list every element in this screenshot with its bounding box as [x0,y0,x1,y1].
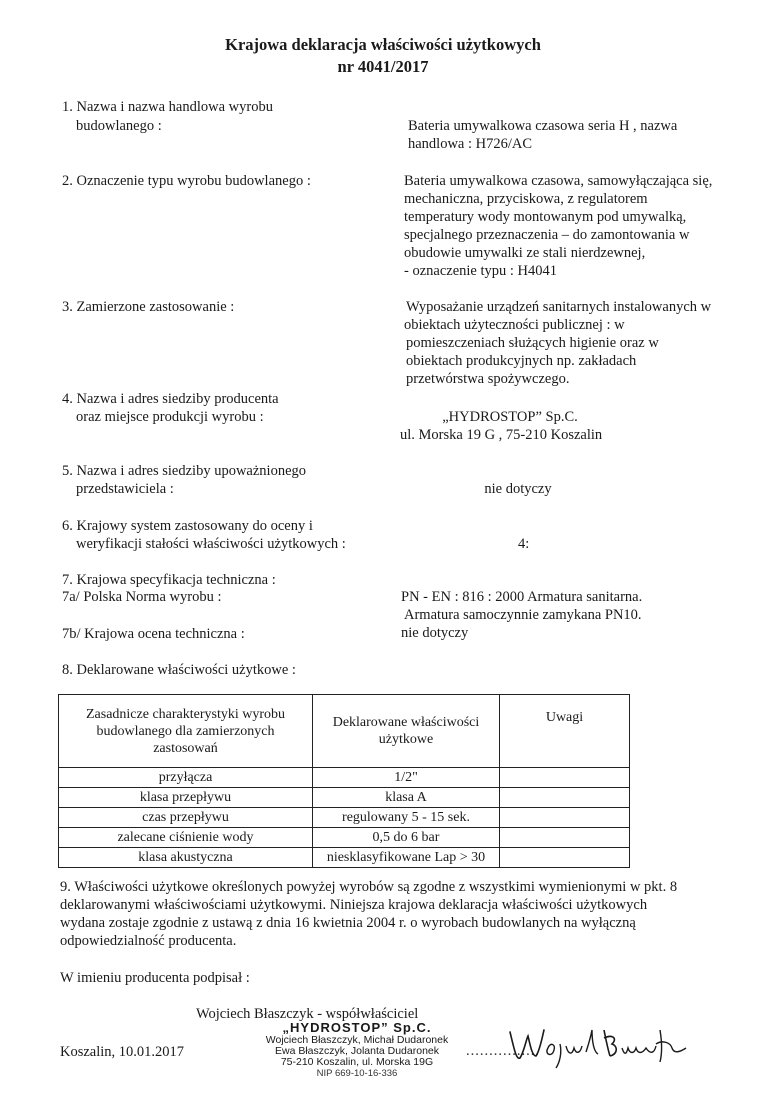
handwritten-signature [500,1018,700,1070]
s2-value-line: specjalnego przeznaczenia – do zamontowania w [404,227,690,243]
row-characteristic: przyłącza [59,768,313,788]
table-row [59,808,630,828]
company-stamp [262,1021,452,1079]
row-characteristic: czas przepływu [59,808,313,828]
signed-by-label: W imieniu producenta podpisał : [60,970,250,986]
s3-value-line: Wyposażanie urządzeń sanitarnych instalowanych w [406,299,712,315]
row-value: niesklasyfikowane Lap > 30 [313,848,500,868]
stamp-line: Wojciech Błaszczyk, Michał Dudaronek [265,1034,449,1046]
s2-value-line: Bateria umywalkowa czasowa, samowyłączająca się, [404,173,713,189]
header-col1-line2: budowlanego dla zamierzonych [96,723,275,739]
s2-label: 2. Oznaczenie typu wyrobu budowlanego : [62,173,311,189]
place-date: Koszalin, 10.01.2017 [60,1044,185,1060]
s1-value-line2: handlowa : H726/AC [408,136,533,152]
s9-line: 9. Właściwości użytkowe określonych powyżej wyrobów są zgodne z wszystkimi wymienionymi w pkt. 8 [60,879,678,895]
row-note [500,848,630,868]
signature-dots: ................ [466,1043,540,1059]
s1-label-line2: budowlanego : [76,118,162,134]
stamp-line: 75-210 Koszalin, ul. Morska 19G [280,1056,434,1068]
row-value: 1/2" [313,768,500,788]
s2-value-line: temperatury wody montowanym pod umywalką, [404,209,687,225]
s3-label: 3. Zamierzone zastosowanie : [62,299,235,315]
table-header-row [59,695,630,768]
s2-value-line: - oznaczenie typu : H4041 [404,263,558,279]
header-col1-line3: zastosowań [153,740,218,756]
s5-value: nie dotyczy [484,481,552,497]
row-note [500,788,630,808]
s3-value-line: obiektach produkcyjnych np. zakładach [406,353,637,369]
table-row [59,828,630,848]
stamp-nip: NIP 669-10-16-336 [316,1068,398,1079]
document-title: Krajowa deklaracja właściwości użytkowych [225,35,541,54]
header-notes: Uwagi [500,695,630,768]
row-note [500,768,630,788]
s3-value-line: obiektach użyteczności publicznej : w [404,317,625,333]
s6-label-line1: 6. Krajowy system zastosowany do oceny i [62,518,313,534]
header-declared-properties [313,695,500,768]
s2-value-line: obudowie umywalki ze stali nierdzewnej, [404,245,646,261]
stamp-brand: „HYDROSTOP” Sp.C. [282,1020,432,1035]
s1-label-line1: 1. Nazwa i nazwa handlowa wyrobu [62,99,273,115]
row-characteristic: zalecane ciśnienie wody [59,828,313,848]
s7b-value: nie dotyczy [401,625,469,641]
header-col2-line2: użytkowe [378,732,434,747]
stamp-line: Ewa Błaszczyk, Jolanta Dudaronek [275,1045,439,1057]
s7a-label: 7a/ Polska Norma wyrobu : [62,589,222,605]
row-note [500,828,630,848]
s9-line: wydana zostaje zgodnie z ustawą z dnia 16 kwietnia 2004 r. o wyrobach budowlanych na wyłączną [60,915,636,931]
document-number: nr 4041/2017 [337,57,429,76]
header-characteristics [59,695,313,768]
s3-value-line: przetwórstwa spożywczego. [406,371,570,387]
s8-label: 8. Deklarowane właściwości użytkowe : [62,662,296,678]
s4-label-line2: oraz miejsce produkcji wyrobu : [76,409,264,425]
s9-line: deklarowanymi właściwościami użytkowymi. Niniejsza krajowa deklaracja właściwości użytkowych [60,897,648,913]
s7a-value-line1: PN - EN : 816 : 2000 Armatura sanitarna. [401,589,643,605]
producer-name: „HYDROSTOP” Sp.C. [442,409,578,425]
table-row [59,848,630,868]
row-value: klasa A [313,788,500,808]
s7-label: 7. Krajowa specyfikacja techniczna : [62,572,276,588]
s4-label-line1: 4. Nazwa i adres siedziby producenta [62,391,279,407]
s9-line: odpowiedzialność producenta. [60,933,237,949]
s6-label-line2: weryfikacji stałości właściwości użytkowych : [76,536,346,552]
s7b-label: 7b/ Krajowa ocena techniczna : [62,626,245,642]
s7a-value-line2: Armatura samoczynnie zamykana PN10. [404,607,642,623]
row-characteristic: klasa akustyczna [59,848,313,868]
row-value: 0,5 do 6 bar [313,828,500,848]
row-note [500,808,630,828]
signer-name: Wojciech Błaszczyk - współwłaściciel [196,1006,419,1022]
header-col1-line1: Zasadnicze charakterystyki wyrobu [85,706,286,722]
table-row [59,788,630,808]
table-row [59,768,630,788]
s6-value: 4: [518,536,530,552]
s5-label-line1: 5. Nazwa i adres siedziby upoważnionego [62,463,307,479]
properties-table [58,694,630,868]
row-characteristic: klasa przepływu [59,788,313,808]
row-value: regulowany 5 - 15 sek. [313,808,500,828]
s3-value-line: pomieszczeniach służących higienie oraz w [406,335,659,351]
s1-value-line1: Bateria umywalkowa czasowa seria H , nazwa [408,118,678,134]
producer-address: ul. Morska 19 G , 75-210 Koszalin [400,427,603,443]
s2-value-line: mechaniczna, przyciskowa, z regulatorem [404,191,648,207]
s5-label-line2: przedstawiciela : [76,481,174,497]
header-col2-line1: Deklarowane właściwości [332,715,480,730]
